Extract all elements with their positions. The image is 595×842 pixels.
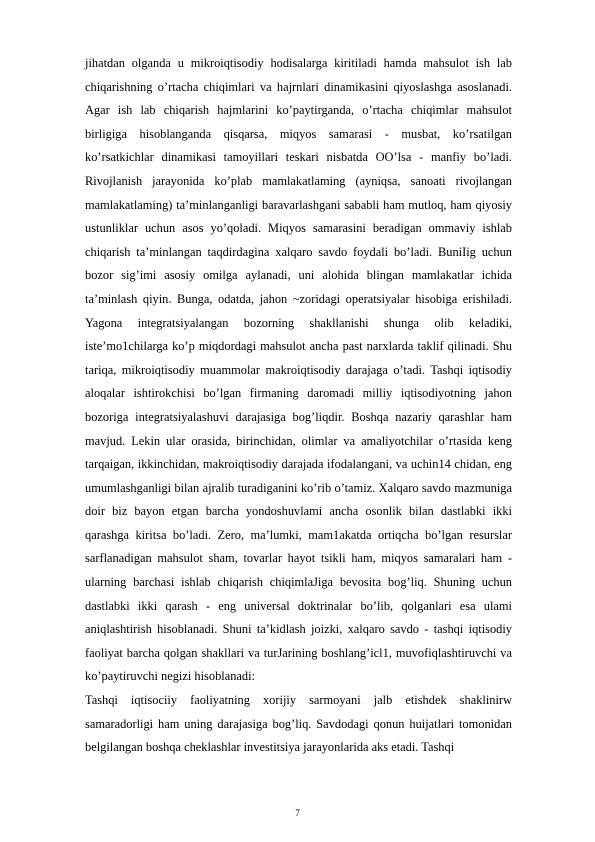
paragraph-2: Tashqi iqtisociiy faoliyatning xorijiy sarmoyani jalb etishdek shaklinirw samaradorligi ham uning darajasiga bog’liq. Savdodagi qonun huijatlari tomonidan belgilangan boshqa cheklashlar investitsiya jarayonlarida aks etadi. Tashqi bbox=[85, 693, 512, 755]
body-text bbox=[85, 52, 512, 760]
page-number: 7 bbox=[295, 808, 300, 818]
paragraph-1: jihatdan olganda u mikroiqtisodiy hodisalarga kiritiladi hamda mahsulot ish lab chiqarishning o’rtacha chiqimlari va hajrnlari dinamikasini qiyoslashga asoslanadi. Agar ish lab chiqarish hajmlarini ko’paytirganda, o’rtacha chiqimlar mahsulot birligiga hisoblanganda qisqarsa, miqyos samarasi - musbat, ko’rsatilgan ko’rsatkichlar dinamikasi tamoyillari teskari nisbatda OO’lsa - manfiy bo’ladi. Rivojlanish jarayonida ko’plab mamlakatlaming (ayniqsa, sanoati rivojlangan mamlakatlaming) ta’minlanganligi baravarlashgani sababli ham mutloq, ham qiyosiy ustunliklar uchun asos yo’qoladi. Miqyos samarasini beradigan ommaviy ishlab chiqarish ta’minlangan taqdirdagina xalqaro savdo foydali bo’ladi. BuniIig uchun bozor sig’imi asosiy omilga aylanadi, uni alohida blingan mamlakatlar ichida ta’minlash qiyin. Bunga, odatda, jahon ~zoridagi operatsiyalar hisobiga erishiladi. Yagona integratsiyalangan bozorning shakllanishi shunga olib keladiki, iste’mo1chilarga ko’p miqdordagi mahsulot ancha past narxlarda taklif qilinadi. Shu tariqa, mikroiqtisodiy muammolar makroiqtisodiy darajaga o’tadi. Tashqi iqtisodiy aloqalar ishtirokchisi bo’lgan firmaning daromadi milliy iqtisodiyotning jahon bozoriga integratsiyalashuvi darajasiga bog’liqdir. Boshqa nazariy qarashlar ham mavjud. Lekin ular orasida, birinchidan, olimlar va amaliyotchilar o’rtasida keng tarqaigan, ikkinchidan, makroiqtisodiy darajada ifodalangani, va uchin14 chidan, eng umumlashganligi bilan ajralib turadiganini ko’rib o’tamiz. Xalqaro savdo mazmuniga doir biz bayon etgan barcha yondoshuvlami ancha osonlik bilan dastlabki ikki qarashga kiritsa bo’ladi. Zero, ma’lumki, mam1akatda ortiqcha bo’lgan resurslar sarflanadigan mahsulot sham, tovarlar hayot tsikli ham, miqyos samaralari ham - ularning barchasi ishlab chiqarish chiqimlaJiga bevosita bog’liq. Shuning uchun dastlabki ikki qarash - eng universal doktrinalar bo’lib, qolganlari esa ulami aniqlashtirish hisoblanadi. Shuni ta’kidlash joizki, xalqaro savdo - tashqi iqtisodiy faoliyat barcha qolgan shakllari va turJarining boshlang’icl1, muvofiqlashtiruvchi va ko’paytiruvchi negizi hisoblanadi: bbox=[85, 56, 512, 684]
